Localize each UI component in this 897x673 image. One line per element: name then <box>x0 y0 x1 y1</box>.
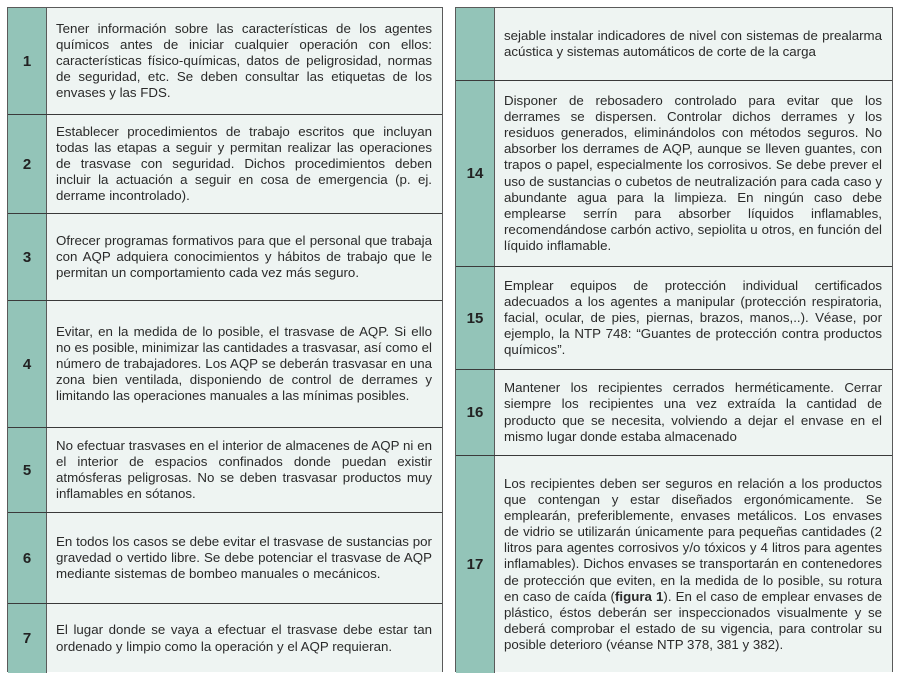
table-row <box>456 267 892 370</box>
row-text: No efectuar trasvases en el interior de almacenes de AQP ni en el interior de espacios confinados donde puedan existir atmósferas peligrosas. No se deben trasvasar productos muy inflamables en sótanos. <box>56 437 432 502</box>
row-number: 7 <box>8 604 47 673</box>
row-text-cell <box>47 8 442 114</box>
row-number: 3 <box>8 214 47 300</box>
row-text: Mantener los recipientes cerrados herméticamente. Cerrar siempre los recipientes una vez extraída la cantidad de producto que se necesita, volviendo a dejar el envase en el mismo lugar donde estaba almacenado <box>504 380 882 444</box>
row-text-part: ). En el caso de emplear envases de plástico, éstos deberán ser inspeccionados visualmente y se deberá comprobar el estado de su vigencia, para controlar su posible deterioro (véanse NTP 378, 381 y 382). <box>504 588 882 652</box>
row-text: En todos los casos se debe evitar el trasvase de sustancias por gravedad o vertido libre. Se debe potenciar el trasvase de AQP mediante sistemas de bombeo manuales o mecánicos. <box>56 533 432 582</box>
table-row <box>8 428 442 513</box>
figure-reference: figura 1 <box>614 588 664 604</box>
row-text: Tener información sobre las características de los agentes químicos antes de iniciar cualquier operación con ellos: características físico-químicas, datos de peligrosidad, normas de seguridad, etc. Se deben consultar las etiquetas de los envases y las FDS. <box>56 20 432 101</box>
row-number: 16 <box>456 370 495 455</box>
row-text: Establecer procedimientos de trabajo escritos que incluyan todas las etapas a seguir y permitan realizar las operaciones de trasvase con seguridad. Dichos procedimientos deben incluir la actuación a seguir en cosa de emergencia (p. ej. derrame incontrolado). <box>56 123 432 204</box>
row-text-cell <box>495 8 892 80</box>
row-text <box>504 476 882 653</box>
table-row <box>8 604 442 673</box>
row-number: 6 <box>8 513 47 603</box>
table-row <box>8 214 442 301</box>
row-text-cell <box>47 513 442 603</box>
row-text-cell <box>47 301 442 427</box>
left-table <box>7 7 443 672</box>
row-text-cell <box>47 115 442 213</box>
row-text: Ofrecer programas formativos para que el personal que trabaja con AQP adquiera conocimientos y hábitos de trabajo que le permitan un comportamiento cada vez más seguro. <box>56 232 432 281</box>
row-text-part: Los recipientes deben ser seguros en relación a los productos que contengan y estar diseñados ergonómicamente. Se emplearán, preferiblemente, envases metálicos. Los envases de vidrio se utilizarán únicamente para pequeñas cantidades (2 litros para agentes corrosivos y/o tóxicos y 4 litros para agentes inflamables). Dichos envases se transportarán en contenedores de protección que eviten, en la medida de lo posible, su rotura en caso de caída ( <box>504 475 882 604</box>
row-text: Evitar, en la medida de lo posible, el trasvase de AQP. Si ello no es posible, minimizar las cantidades a trasvasar, así como el número de trabajadores. Los AQP se deberán trasvasar en una zona bien ventilada, disponiendo de control de derrames y limitando las operaciones manuales a las mínimas posibles. <box>56 323 432 404</box>
row-number: 14 <box>456 81 495 266</box>
row-text-cell <box>495 267 892 369</box>
table-row <box>8 115 442 214</box>
row-number <box>456 8 495 80</box>
row-text: El lugar donde se vaya a efectuar el trasvase debe estar tan ordenado y limpio como la operación y el AQP requieran. <box>56 622 432 654</box>
row-number: 17 <box>456 456 495 673</box>
row-number: 15 <box>456 267 495 369</box>
table-row <box>456 456 892 673</box>
row-text-cell <box>47 428 442 512</box>
row-text: Disponer de rebosadero controlado para evitar que los derrames se dispersen. Controlar dichos derrames y los residuos generados, eliminándolos con métodos seguros. No absorber los derrames de AQP, aunque se lleven guantes, con trapos o papel, especialmente los corrosivos. Se debe prever el uso de sustancias o cubetos de neutralización para cada caso y abundante agua para la limpieza. En ningún caso debe emplearse serrín para absorber líquidos inflamables, recomendándose carbón activo, sepiolita u otros, en función del líquido inflamable. <box>504 93 882 253</box>
table-row <box>456 8 892 81</box>
row-text-cell <box>47 214 442 300</box>
table-row <box>456 370 892 456</box>
row-text-cell <box>47 604 442 673</box>
row-text: Emplear equipos de protección individual certificados adecuados a los agentes a manipular (protección respiratoria, facial, ocular, de pies, piernas, brazos, manos,..). Véase, por ejemplo, la NTP 748: “Guantes de protección contra productos químicos”. <box>504 277 882 358</box>
row-text-cell <box>495 81 892 266</box>
row-number: 2 <box>8 115 47 213</box>
row-text: sejable instalar indicadores de nivel con sistemas de prealarma acústica y sistemas automáticos de corte de la carga <box>504 27 882 59</box>
table-row <box>8 8 442 115</box>
row-text-cell <box>495 370 892 455</box>
row-text-cell <box>495 456 892 673</box>
table-row <box>8 301 442 428</box>
right-table <box>455 7 893 672</box>
row-number: 5 <box>8 428 47 512</box>
table-row <box>8 513 442 604</box>
row-number: 4 <box>8 301 47 427</box>
row-number: 1 <box>8 8 47 114</box>
table-row <box>456 81 892 267</box>
